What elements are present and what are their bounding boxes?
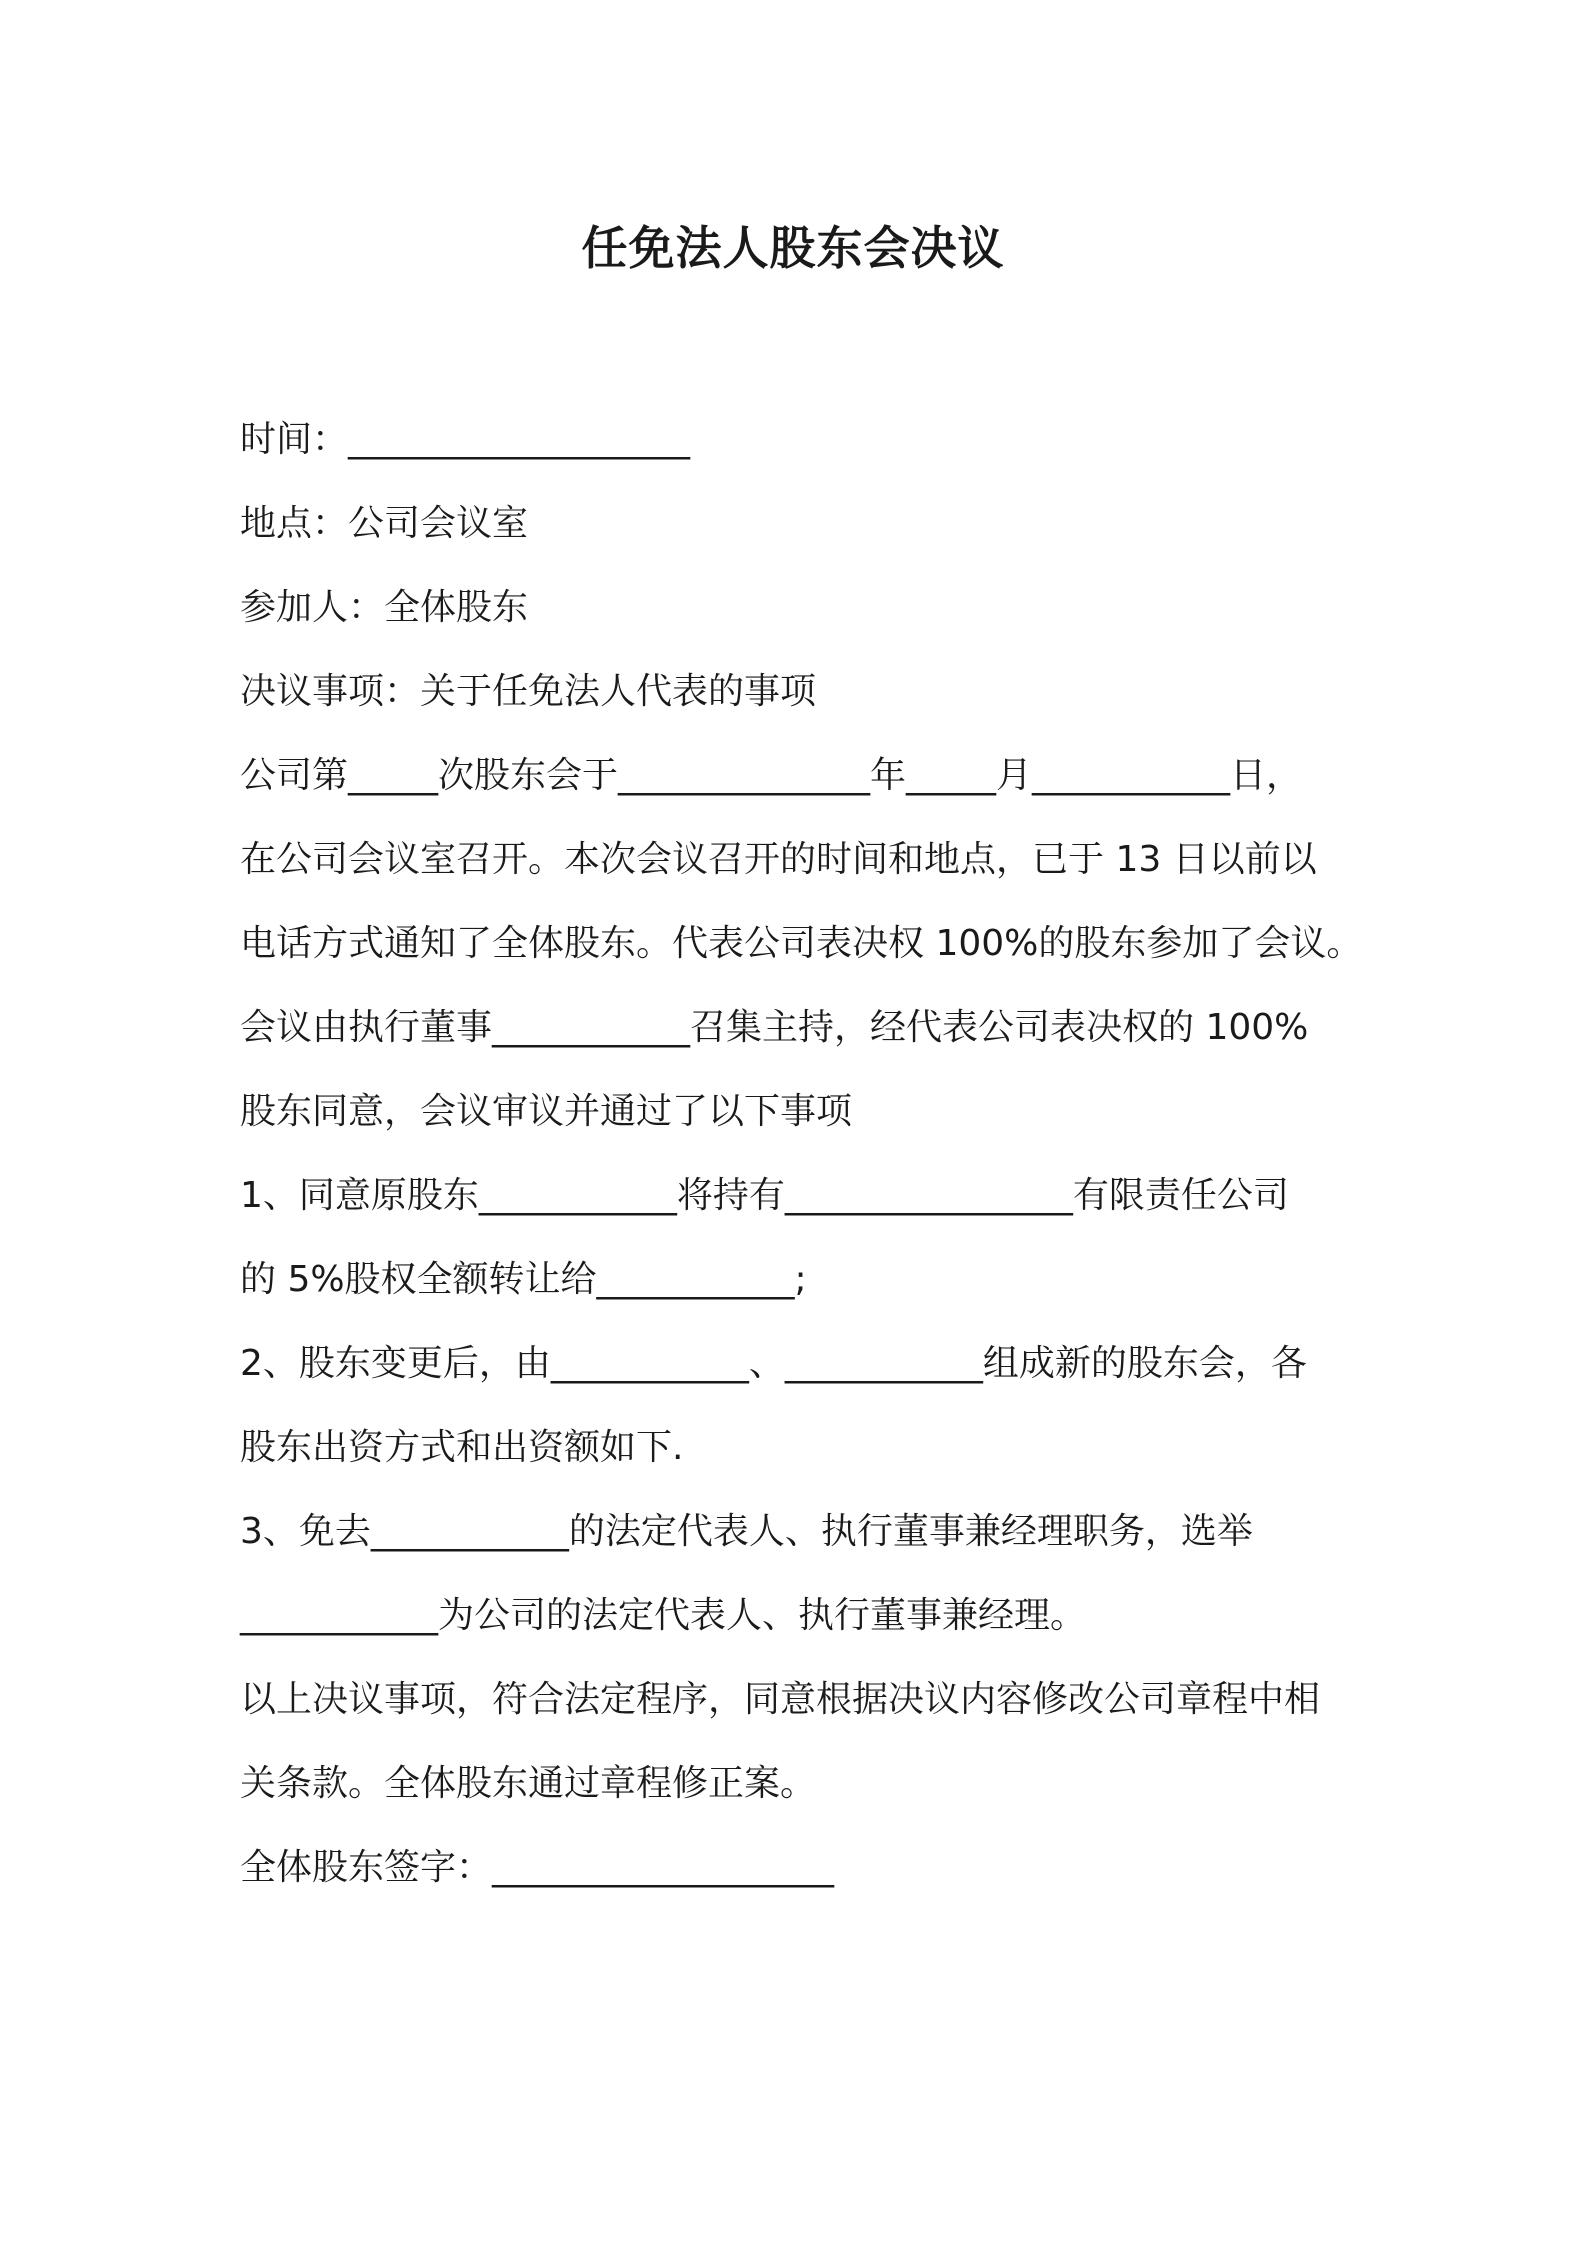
paragraph-line: 会议由执行董事___________召集主持，经代表公司表决权的 100% [240, 1007, 1309, 1048]
meeting-place-line: 地点：公司会议室 [240, 503, 529, 544]
item-1-line: 的 5%股权全额转让给___________; [240, 1259, 807, 1300]
item-3-line: 3、免去___________的法定代表人、执行董事兼经理职务，选举 [240, 1511, 1253, 1552]
paragraph-line: 在公司会议室召开。本次会议召开的时间和地点，已于 13 日以前以 [240, 839, 1317, 880]
signature-line: 全体股东签字：___________________ [240, 1847, 835, 1888]
paragraph-line: 股东同意，会议审议并通过了以下事项 [240, 1091, 853, 1132]
attendees-line: 参加人：全体股东 [240, 587, 529, 628]
paragraph-line: 电话方式通知了全体股东。代表公司表决权 100%的股东参加了会议。 [240, 923, 1363, 964]
meeting-time-line: 时间：___________________ [240, 419, 691, 460]
conclusion-line: 以上决议事项，符合法定程序，同意根据决议内容修改公司章程中相 [240, 1679, 1321, 1720]
document-body [240, 398, 1380, 1910]
item-3-line: ___________为公司的法定代表人、执行董事兼经理。 [240, 1595, 1087, 1636]
item-2-line: 2、股东变更后，由___________、___________组成新的股东会，各 [240, 1343, 1307, 1384]
conclusion-line: 关条款。全体股东通过章程修正案。 [240, 1763, 817, 1804]
document-title: 任免法人股东会决议 [581, 221, 1005, 275]
item-1-line: 1、同意原股东___________将持有________________有限责任公司 [240, 1175, 1289, 1216]
resolution-subject-line: 决议事项：关于任免法人代表的事项 [240, 671, 817, 712]
item-2-line: 股东出资方式和出资额如下. [240, 1427, 684, 1468]
paragraph-line: 公司第_____次股东会于______________年_____月___________日， [240, 755, 1303, 796]
